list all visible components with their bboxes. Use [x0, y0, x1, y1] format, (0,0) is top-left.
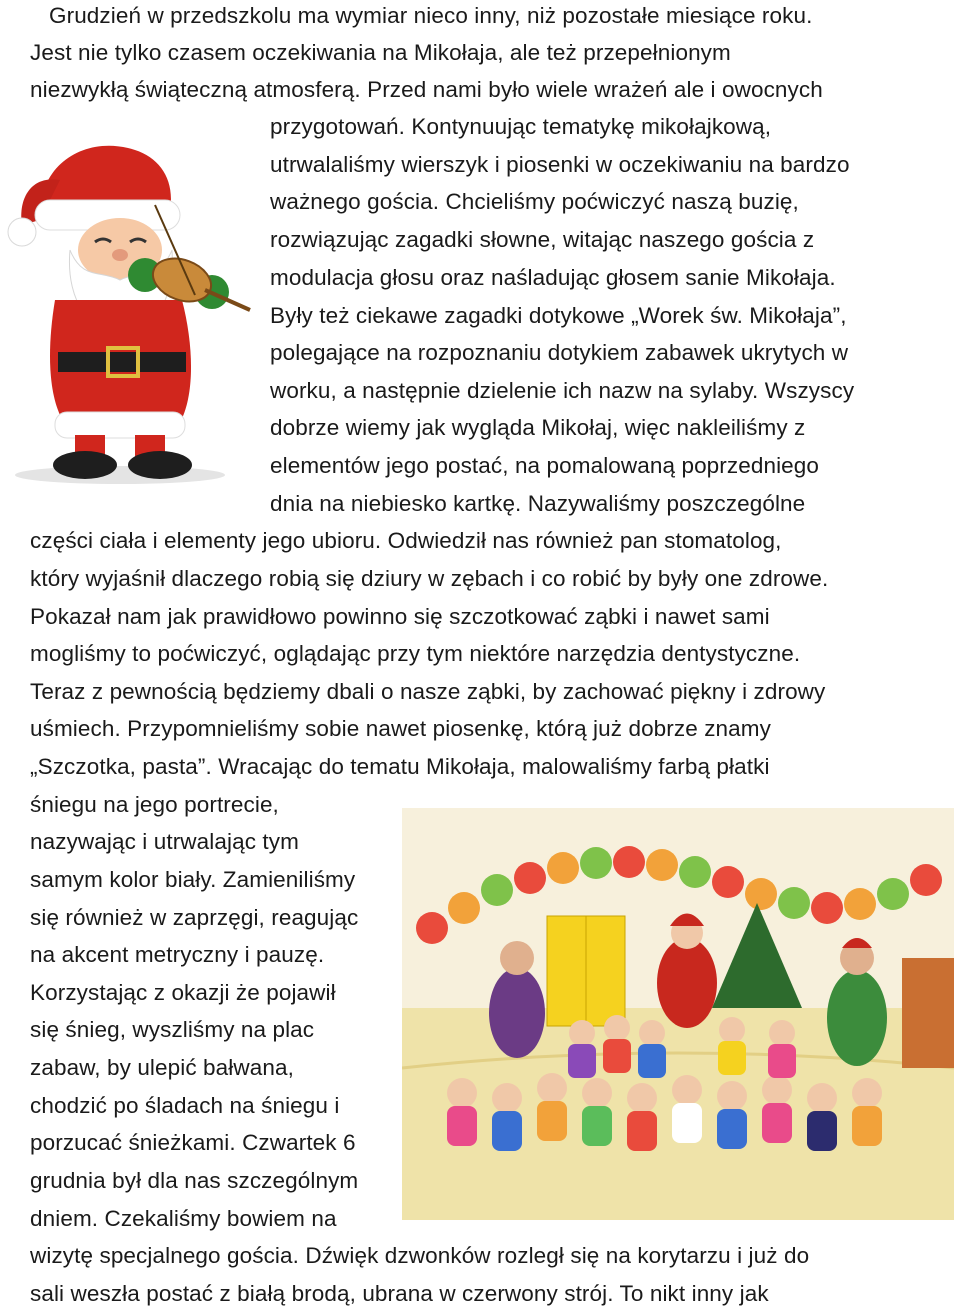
text-line: uśmiech. Przypomnieliśmy sobie nawet piosenkę, którą już dobrze znamy [30, 716, 771, 741]
text-line: samym kolor biały. Zamieniliśmy [30, 867, 356, 892]
text-line: sali weszła postać z białą brodą, ubrana w czerwony strój. To nikt inny jak [30, 1281, 769, 1306]
text-line: ważnego gościa. Chcieliśmy poćwiczyć naszą buzię, [270, 189, 799, 214]
text-line: porzucać śnieżkami. Czwartek 6 [30, 1130, 356, 1155]
text-line: dobrze wiemy jak wygląda Mikołaj, więc nakleiliśmy z [270, 415, 806, 440]
text-line: nazywając i utrwalając tym [30, 829, 299, 854]
text-line: elementów jego postać, na pomalowaną poprzedniego [270, 453, 820, 478]
text-line: Korzystając z okazji że pojawił [30, 980, 336, 1005]
text-line: na akcent metryczny i pauzę. [30, 942, 325, 967]
text-line: dnia na niebiesko kartkę. Nazywaliśmy poszczególne [270, 491, 806, 516]
text-line: śniegu na jego portrecie, [30, 792, 279, 817]
group-photo [402, 808, 954, 1220]
text-line: się śnieg, wyszliśmy na plac [30, 1017, 315, 1042]
text-line: Grudzień w przedszkolu ma wymiar nieco inny, niż pozostałe miesiące roku. [49, 3, 813, 28]
text-line: utrwalaliśmy wierszyk i piosenki w oczekiwaniu na bardzo [270, 152, 850, 177]
text-line: Pokazał nam jak prawidłowo powinno się szczotkować ząbki i nawet sami [30, 604, 770, 629]
text-line: który wyjaśnił dlaczego robią się dziury w zębach i co robić by były one zdrowe. [30, 566, 829, 591]
text-line: przygotowań. Kontynuując tematykę mikołajkową, [270, 114, 772, 139]
text-line: „Szczotka, pasta”. Wracając do tematu Mikołaja, malowaliśmy farbą płatki [30, 754, 770, 779]
text-line: worku, a następnie dzielenie ich nazw na sylaby. Wszyscy [270, 378, 855, 403]
text-line: niezwykłą świąteczną atmosferą. Przed nami było wiele wrażeń ale i owocnych [30, 77, 823, 102]
text-line: wizytę specjalnego gościa. Dźwięk dzwonków rozległ się na korytarzu i już do [30, 1243, 810, 1268]
text-line: zabaw, by ulepić bałwana, [30, 1055, 294, 1080]
text-line: grudnia był dla nas szczególnym [30, 1168, 359, 1193]
text-line: Były też ciekawe zagadki dotykowe „Worek św. Mikołaja”, [270, 303, 847, 328]
text-line: Teraz z pewnością będziemy dbali o nasze ząbki, by zachować piękny i zdrowy [30, 679, 826, 704]
text-line: dniem. Czekaliśmy bowiem na [30, 1206, 337, 1231]
text-line: chodzić po śladach na śniegu i [30, 1093, 340, 1118]
text-line: się również w zaprzęgi, reagując [30, 905, 359, 930]
text-line: mogliśmy to poćwiczyć, oglądając przy tym niektóre narzędzia dentystyczne. [30, 641, 801, 666]
text-line: Jest nie tylko czasem oczekiwania na Mikołaja, ale też przepełnionym [30, 40, 731, 65]
text-line: polegające na rozpoznaniu dotykiem zabawek ukrytych w [270, 340, 849, 365]
text-line: rozwiązując zagadki słowne, witając naszego gościa z [270, 227, 815, 252]
santa-illustration [0, 120, 265, 490]
text-line: modulacja głosu oraz naśladując głosem sanie Mikołaja. [270, 265, 836, 290]
text-line: części ciała i elementy jego ubioru. Odwiedził nas również pan stomatolog, [30, 528, 782, 553]
